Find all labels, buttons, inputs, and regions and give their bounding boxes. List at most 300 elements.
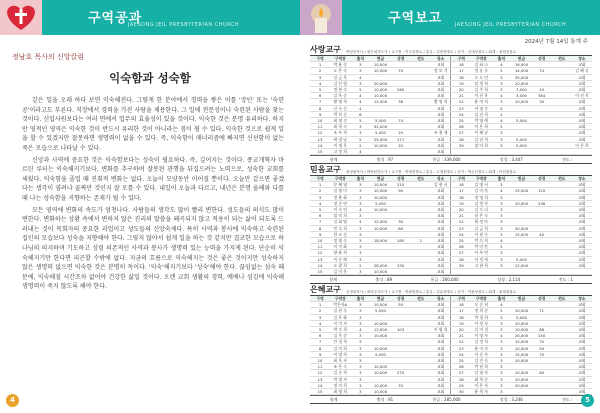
table-cell: 3 [350, 213, 370, 219]
column-header: 구역 [310, 56, 330, 62]
column-header: 출석 [350, 296, 370, 302]
table-cell: 60 [391, 225, 411, 231]
table-cell: 180 [391, 238, 411, 244]
table-cell: 교회 [572, 314, 592, 320]
column-header: 전도 [411, 296, 431, 302]
table-cell: 김 숙 녀 [471, 207, 491, 213]
table-cell: 1 [310, 62, 330, 68]
table-cell: 5 [350, 118, 370, 124]
table-cell: 4 [491, 302, 511, 308]
table-cell: 5 [491, 142, 511, 148]
table-cell: 50 [391, 302, 411, 308]
table-cell: 18 [451, 74, 471, 80]
table-cell: 10,000 [370, 207, 390, 213]
table-cell: 정 현 숙 [330, 87, 350, 93]
total-cell: 성경 : 2,114 [497, 277, 521, 283]
table-cell: 교회 [572, 308, 592, 314]
table-cell: 17 [451, 68, 471, 74]
article-title: 익숙함과 성숙함 [109, 71, 191, 85]
table-cell: 3 [491, 194, 511, 200]
table-cell: 20 [451, 327, 471, 333]
table-cell: 교회 [431, 74, 451, 80]
table-cell: 교회 [431, 136, 451, 142]
table-cell [511, 389, 531, 395]
table-cell [552, 389, 572, 395]
table-cell: 12 [310, 130, 330, 136]
table-cell: 10,000 [511, 358, 531, 364]
table-cell [451, 149, 471, 155]
table-cell: 교회 [572, 219, 592, 225]
table-cell [572, 269, 592, 275]
table-cell: 28 [451, 376, 471, 382]
table-cell: 김 현 숙 [330, 308, 350, 314]
table-cell: 이 정 자 [471, 320, 491, 326]
table-cell: 김 하 나 [471, 62, 491, 68]
table-cell: 조 용 재 [431, 130, 451, 136]
table-cell: 70 [391, 68, 411, 74]
table-cell: 12 [310, 250, 330, 256]
table-cell: 정 희 순 [471, 308, 491, 314]
table-cell: 교회 [572, 124, 592, 130]
column-header: 구역장 [471, 176, 491, 182]
table-cell: 5,000 [370, 118, 390, 124]
table-cell: 김 금 옥 [330, 74, 350, 80]
table-cell: 최 옥 자 [330, 358, 350, 364]
table-cell: 곽 경 남 [330, 136, 350, 142]
table-cell: 30 [451, 389, 471, 395]
table-cell: 교회 [431, 308, 451, 314]
table-cell: 19 [451, 320, 471, 326]
region-table [310, 176, 592, 275]
region-name: 믿음교구 [310, 165, 341, 174]
column-header: 전도 [411, 176, 431, 182]
table-cell: 3 [350, 194, 370, 200]
table-cell: 교회 [431, 269, 451, 275]
table-cell: 정 영 숙 [330, 238, 350, 244]
table-cell: 3 [350, 302, 370, 308]
table-cell: 이 명 옥 [330, 142, 350, 148]
table-cell: 교회 [431, 358, 451, 364]
table-cell: 270 [391, 370, 411, 376]
table-cell: 3,000 [511, 93, 531, 99]
table-cell: 교회 [431, 225, 451, 231]
table-cell: 6 [310, 333, 330, 339]
table-cell: 교회 [572, 370, 592, 376]
column-header: 출석 [350, 176, 370, 182]
region-table [310, 56, 592, 155]
table-cell: 교회 [431, 238, 451, 244]
table-cell [471, 269, 491, 275]
total-cell: 전도 : [562, 397, 573, 403]
table-cell: 김 주 희 [471, 87, 491, 93]
table-cell [572, 149, 592, 155]
table-cell: 3 [491, 308, 511, 314]
table-cell: 교회 [431, 93, 451, 99]
table-cell: 이 순 례 [330, 256, 350, 262]
table-cell: 10,000 [370, 194, 390, 200]
table-cell [491, 269, 511, 275]
table-cell: 3 [491, 320, 511, 326]
table-cell: 3 [491, 358, 511, 364]
table-cell: 교회 [572, 62, 592, 68]
table-cell: 22 [451, 219, 471, 225]
table-cell: 김 미 옥 [330, 269, 350, 275]
article-body [22, 96, 284, 294]
table-cell: 13 [310, 136, 330, 142]
table-cell: 교회 [572, 188, 592, 194]
column-header: 구역장 [471, 56, 491, 62]
table-cell: 김 혜 숙 [572, 68, 592, 74]
table-cell: 교회 [572, 262, 592, 268]
table-cell: 김 금 희 [471, 225, 491, 231]
table-cell: 74 [532, 68, 552, 74]
table-cell: 교회 [572, 80, 592, 86]
table-cell [370, 149, 390, 155]
table-cell: 교회 [431, 351, 451, 357]
table-cell: 21 [451, 213, 471, 219]
table-cell: 29 [451, 382, 471, 388]
table-cell: 15,000 [511, 339, 531, 345]
column-header: 헌금 [511, 56, 531, 62]
region-header [310, 44, 592, 56]
table-cell: 3 [350, 244, 370, 250]
table-cell: 3 [491, 68, 511, 74]
table-cell: 박 숙 희 [330, 327, 350, 333]
table-cell: 1 [310, 302, 330, 308]
table-cell: 28 [451, 256, 471, 262]
table-cell: 20,000 [511, 382, 531, 388]
table-cell: 15 [310, 269, 330, 275]
table-cell: 3 [491, 364, 511, 370]
table-cell: 3 [491, 314, 511, 320]
column-header: 성경 [532, 296, 552, 302]
table-cell: 3 [350, 62, 370, 68]
column-header: 구역장 [471, 296, 491, 302]
table-cell: 3 [350, 339, 370, 345]
table-cell: 3 [491, 389, 511, 395]
table-cell: 교회 [431, 111, 451, 117]
section-title: 구역공과 [88, 11, 143, 26]
table-cell: 3 [350, 238, 370, 244]
table-cell: 이 선 옥 [471, 93, 491, 99]
table-cell: 21 [451, 93, 471, 99]
table-cell: 3 [491, 339, 511, 345]
table-cell: 3 [491, 225, 511, 231]
table-cell: 임 정 희 [471, 80, 491, 86]
table-cell: 오 순 희 [471, 302, 491, 308]
table-cell: 4 [350, 99, 370, 105]
table-cell: 이 미 화 [330, 244, 350, 250]
column-header: 성경 [532, 176, 552, 182]
table-cell: 3 [491, 130, 511, 136]
table-cell: 30 [532, 99, 552, 105]
table-cell: 10,000 [511, 370, 531, 376]
table-cell: 이 부 연 [471, 250, 491, 256]
table-cell: 10,000 [511, 376, 531, 382]
table-cell: 5 [310, 87, 330, 93]
table-cell: 교회 [431, 207, 451, 213]
table-cell: 교회 [431, 389, 451, 395]
table-cell: 3 [491, 231, 511, 237]
table-cell: 교회 [572, 327, 592, 333]
table-cell: 교회 [572, 351, 592, 357]
column-header: 헌금 [370, 296, 390, 302]
table-cell: 교회 [431, 333, 451, 339]
region-report [310, 44, 592, 164]
table-cell: 2 [310, 68, 330, 74]
table-cell: 22 [451, 99, 471, 105]
table-cell: 안 경 희 [330, 339, 350, 345]
paragraph: 신앙과 사역에 중요한 것은 익숙함보다는 성숙이 필요하다. 즉, 깊어지는 것이다. 종교개혁자 마르틴 루터는 익숙해지기보다, 변화를 추구하며 잘못된 관행을 뒤집으려는 노력으로, 성숙한 교회를 세웠다. 익숙함을 졸업 때 진취적 변화는 없다. 오늘이 모양동안 이어질 뿐이다. 오늘만 같으면 좋겠다는 생각이 염려나 골짜만 것인지 잘 모를 수 있다. 내일이 오늘과 다르고, 내년은 분명 올해와 다를 때 나는 성숙함을 지향하는 존재가 될 수 있다. [22, 156, 284, 202]
table-cell: 16,000 [511, 62, 531, 68]
table-cell: 5,000 [511, 142, 531, 148]
table-cell: 23 [451, 225, 471, 231]
table-cell: 18 [451, 194, 471, 200]
table-cell: 4 [350, 93, 370, 99]
column-header: 성경 [532, 56, 552, 62]
table-cell: 29 [451, 142, 471, 148]
table-cell: 교회 [431, 149, 451, 155]
table-cell: 3 [350, 370, 370, 376]
table-cell: 5,000 [511, 136, 531, 142]
table-cell: 10,000 [370, 182, 390, 188]
table-cell [552, 149, 572, 155]
table-cell: 민 숙 희 [330, 225, 350, 231]
table-cell [411, 269, 431, 275]
table-cell: 교회 [572, 382, 592, 388]
candle-icon [300, 0, 342, 35]
table-cell: 90 [391, 188, 411, 194]
table-cell: 19 [451, 80, 471, 86]
table-cell: 3 [491, 80, 511, 86]
table-cell: 4 [350, 74, 370, 80]
table-cell: 2 [310, 188, 330, 194]
table-cell: 윤 희 자 [471, 389, 491, 395]
table-cell: 10,000 [370, 389, 390, 395]
column-header: 구역장 [330, 56, 350, 62]
table-cell: 18 [451, 314, 471, 320]
table-cell: 교회 [572, 99, 592, 105]
table-cell: 14 [310, 262, 330, 268]
region-total-row [310, 155, 592, 164]
table-cell: 3 [350, 364, 370, 370]
table-cell: 교회 [572, 244, 592, 250]
table-cell: 4 [491, 118, 511, 124]
table-cell: 5 [491, 105, 511, 111]
table-cell [532, 389, 552, 395]
church-heart-icon [0, 0, 42, 35]
table-cell: 교회 [431, 256, 451, 262]
table-cell: 27 [451, 130, 471, 136]
table-cell: 4 [350, 219, 370, 225]
table-cell: 4 [310, 200, 330, 206]
table-cell: 10,000 [370, 142, 390, 148]
table-cell: 교회 [431, 345, 451, 351]
table-cell: 25,000 [370, 136, 390, 142]
column-header: 성경 [391, 296, 411, 302]
region-table [310, 296, 592, 395]
table-cell: 교회 [431, 105, 451, 111]
total-cell: 출석 : 97 [376, 157, 394, 163]
table-cell: 21 [451, 333, 471, 339]
table-cell: 15 [310, 389, 330, 395]
table-cell: 오 광 희 [330, 262, 350, 268]
table-cell: 6 [350, 111, 370, 117]
table-cell: 3 [350, 225, 370, 231]
table-cell: 17 [451, 188, 471, 194]
table-cell: 최 정 아 [471, 219, 491, 225]
region-name: 은혜교구 [310, 285, 341, 294]
region-header [310, 164, 592, 176]
region-leaders: 박성민목사 / 정은희전도사 / 교구장 : 이주한장로 / 총무 : 김용범장로 / 서기 : 김대성장로 / 회계 : 정희진장로 [345, 50, 517, 54]
table-cell: 10,000 [370, 269, 390, 275]
table-cell: 10,000 [370, 364, 390, 370]
region-name: 사랑교구 [310, 45, 341, 54]
column-header: 장소 [572, 296, 592, 302]
table-cell: 20 [451, 87, 471, 93]
section-subtitle: JAESONG JEIL PRESBYTERIAN CHURCH [128, 22, 240, 28]
column-header: 장소 [431, 176, 451, 182]
table-cell: 교회 [572, 225, 592, 231]
table-cell: 교회 [431, 213, 451, 219]
table-cell: 7 [310, 99, 330, 105]
table-cell: 3 [491, 256, 511, 262]
table-cell: 교회 [431, 62, 451, 68]
table-cell: 교회 [431, 118, 451, 124]
table-cell: 교회 [431, 376, 451, 382]
table-cell: 4 [491, 333, 511, 339]
table-cell: 김 현 서 [431, 182, 451, 188]
table-cell: 김 미 희 [330, 345, 350, 351]
region-leaders: 최정원목사 / 박영란전도사 / 교구장 : 박재현장로 / 총무 : 고재현장로 / 서기 : 박주신장로 / 회계 : 이선원장로 [345, 170, 517, 174]
table-cell: 5 [350, 136, 370, 142]
table-cell: 10,000 [370, 320, 390, 326]
table-cell: 4 [350, 149, 370, 155]
table-cell: 박 영 애 [471, 118, 491, 124]
table-cell: 양 윤 희 [330, 250, 350, 256]
table-cell: 4 [310, 320, 330, 326]
table-cell [552, 269, 572, 275]
total-cell: 성경 : 3,246 [499, 397, 523, 403]
table-cell: 황 명 희 [431, 99, 451, 105]
column-header: 헌금 [511, 296, 531, 302]
table-cell: 교회 [572, 250, 592, 256]
table-cell: 장 미 희 [471, 142, 491, 148]
table-cell: 교회 [572, 256, 592, 262]
table-cell: 5,000 [511, 118, 531, 124]
table-cell: 3 [491, 244, 511, 250]
table-cell: 4 [350, 207, 370, 213]
table-cell: 20,000 [370, 80, 390, 86]
table-cell: 고 현 희 [471, 262, 491, 268]
table-cell: 3 [350, 80, 370, 86]
table-cell: 교회 [572, 207, 592, 213]
column-header: 구역장 [330, 296, 350, 302]
table-cell: 26 [451, 124, 471, 130]
table-cell: 3 [491, 213, 511, 219]
table-cell: 35,000 [511, 74, 531, 80]
table-cell: 3 [350, 250, 370, 256]
table-cell: 교회 [572, 333, 592, 339]
column-header: 헌금 [511, 176, 531, 182]
table-cell: 교회 [431, 262, 451, 268]
column-header: 구역 [310, 296, 330, 302]
table-cell: 30 [391, 219, 411, 225]
table-cell: 10 [310, 238, 330, 244]
column-header: 구역 [310, 176, 330, 182]
table-cell: 10,000 [370, 302, 390, 308]
section-title: 구역보고 [388, 11, 443, 26]
table-cell: 박 숙 희 [471, 238, 491, 244]
table-cell: 황 명 희 [330, 99, 350, 105]
table-cell: 교회 [431, 364, 451, 370]
region-report [310, 164, 592, 284]
table-cell: 15,000 [511, 351, 531, 357]
page-number: 5 [581, 394, 594, 407]
table-cell: 교회 [572, 74, 592, 80]
table-cell: 3 [491, 351, 511, 357]
table-cell: 6 [310, 93, 330, 99]
table-cell: 4 [491, 93, 511, 99]
table-cell: 52,000 [370, 124, 390, 130]
table-cell: 교회 [572, 200, 592, 206]
table-cell: 25 [451, 238, 471, 244]
table-cell: 이 선 옥 [572, 93, 592, 99]
table-cell: 3 [350, 345, 370, 351]
table-cell: 16 [451, 182, 471, 188]
table-cell: 이 숙 연 [330, 207, 350, 213]
table-cell: 1 [310, 182, 330, 188]
table-cell: 정 미 희 [330, 382, 350, 388]
table-cell: 10,000 [511, 327, 531, 333]
page-number: 4 [6, 394, 19, 407]
table-cell: 15,000 [511, 231, 531, 237]
table-cell: 13 [310, 376, 330, 382]
table-cell: 교회 [572, 358, 592, 364]
table-cell: 이 명 순 [471, 105, 491, 111]
table-cell: 이 은 자 [471, 382, 491, 388]
table-cell: 교회 [572, 364, 592, 370]
section-banner [300, 0, 600, 35]
table-cell: 교회 [431, 194, 451, 200]
table-cell: 교회 [431, 320, 451, 326]
table-cell: 3 [491, 182, 511, 188]
table-cell: 3 [491, 262, 511, 268]
table-cell: 김 명 서 [471, 182, 491, 188]
table-cell: 3 [350, 68, 370, 74]
total-cell: 헌금 : 339,000 [432, 157, 461, 163]
table-cell: 10,000 [370, 333, 390, 339]
table-cell: 3 [491, 382, 511, 388]
table-cell: 10,000 [370, 225, 390, 231]
table-cell: 3 [350, 333, 370, 339]
table-cell: 정 보 석 [431, 68, 451, 74]
table-cell: 14 [310, 382, 330, 388]
table-cell: 3 [350, 200, 370, 206]
table-cell: 27 [451, 370, 471, 376]
table-cell: 박 명 자 [330, 376, 350, 382]
table-cell: 3 [350, 376, 370, 382]
column-header: 전도 [552, 176, 572, 182]
table-cell: 3 [350, 389, 370, 395]
table-cell: 25 [451, 118, 471, 124]
table-cell: 3 [350, 351, 370, 357]
table-cell: 이 정 애 [471, 256, 491, 262]
table-cell: 교회 [572, 320, 592, 326]
table-cell: 윤 여 지 [471, 99, 491, 105]
table-cell: 3 [310, 74, 330, 80]
table-cell: 김 인 엽 [330, 80, 350, 86]
